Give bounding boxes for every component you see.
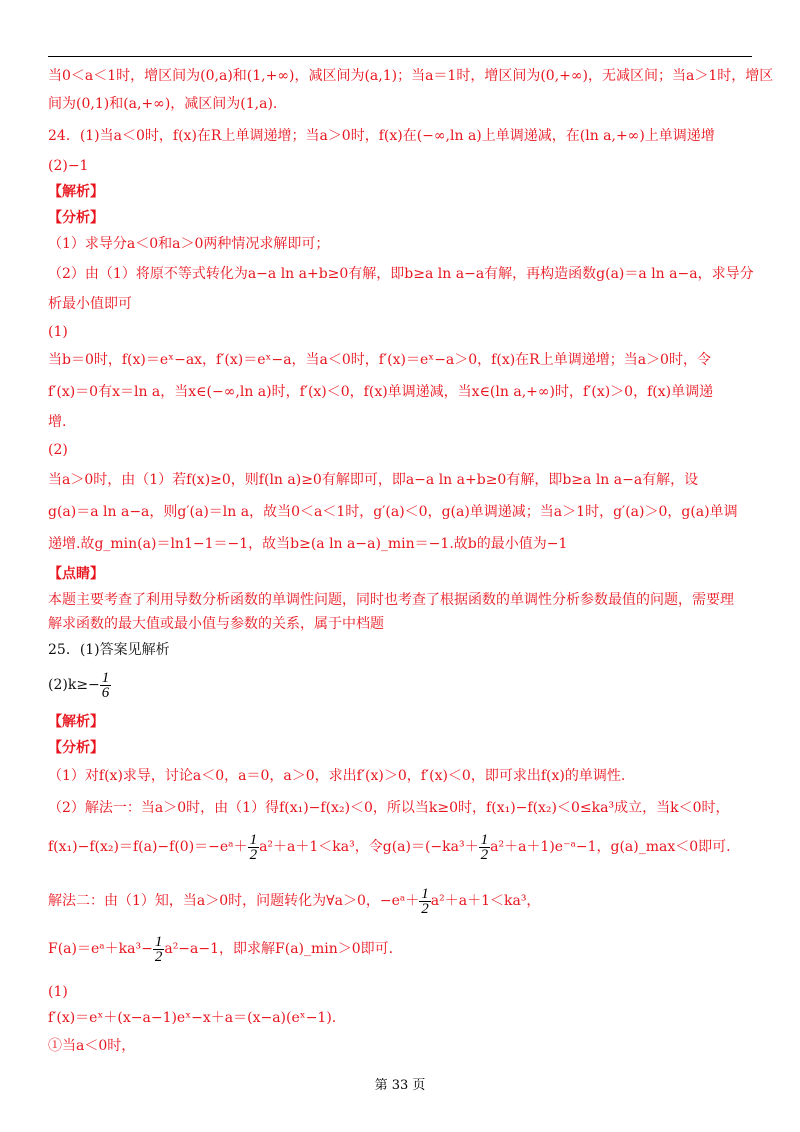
fraction: $\frac{1}{2}$ (154, 933, 163, 965)
text-line: （2）解法一：当a＞0时，由（1）得f(x₁)−f(x₂)＜0，所以当k≥0时，f(x₁)−f(x₂)＜0≤ka³成立，当k＜0时， (48, 800, 730, 816)
text-line: (1) (48, 984, 68, 1000)
text-line: f′(x)＝0有x＝ln a，当x∈(−∞,ln a)时，f′(x)＜0，f(x)单调递减，当x∈(ln a,+∞)时，f′(x)＞0，f(x)单调递 (48, 384, 714, 400)
text-line: 析最小值即可 (48, 296, 132, 312)
text-line: 当0＜a＜1时，增区间为(0,a)和(1,+∞)，减区间为(a,1)；当a＝1时，增区间为(0,+∞)，无减区间；当a＞1时，增区 (48, 68, 774, 84)
text-line: 本题主要考查了利用导数分析函数的单调性问题，同时也考查了根据函数的单调性分析参数最值的问题，需要理 (48, 592, 734, 608)
fraction: $\frac{1}{2}$ (421, 885, 429, 917)
text-line: （1）求导分a＜0和a＞0两种情况求解即可； (48, 236, 330, 252)
text-line: （1）对f(x)求导，讨论a＜0，a＝0，a＞0，求出f′(x)＞0，f′(x)＜0，即可求出f(x)的单调性. (48, 768, 626, 784)
text-line: 增. (48, 414, 67, 430)
text-line: ①当a＜0时， (48, 1038, 136, 1054)
section-heading: 【点睛】 (48, 566, 104, 582)
section-heading: 【分析】 (48, 210, 104, 226)
formula-line: f(x₁)−f(x₂)＝f(a)−f(0)＝−eᵃ＋ $\frac{1}{2}$ a²＋a＋1＜ka³，令g(a)＝(−ka³＋ $\frac{1}{2}$ a²＋a＋1)e⁻ᵃ−1，g(a)_max＜0即可. (48, 831, 731, 863)
formula-line: f′(x)＝eˣ＋(x−a−1)eˣ−x＋a＝(x−a)(eˣ−1). (48, 1010, 337, 1026)
text-line: g(a)＝a ln a−a，则g′(a)＝ln a，故当0＜a＜1时，g′(a)＜0，g(a)单调递减；当a＞1时，g′(a)＞0，g(a)单调 (48, 504, 738, 520)
formula-line: F(a)＝eᵃ＋ka³− $\frac{1}{2}$ a²−a−1，即求解F(a)_min＞0即可. (48, 933, 394, 965)
answer-24-1: 24．(1)当a＜0时，f(x)在R上单调递增；当a＞0时，f(x)在(−∞,ln a)上单调递减，在(ln a,+∞)上单调递增 (48, 128, 715, 144)
text-line: （2）由（1）将原不等式转化为a−a ln a+b≥0有解，即b≥a ln a−a有解，再构造函数g(a)＝a ln a−a，求导分 (48, 266, 754, 282)
section-heading: 【分析】 (48, 740, 104, 756)
text-line: (1) (48, 324, 68, 340)
fraction: $\frac{1}{2}$ (480, 831, 489, 863)
page-number: 第 33 页 (374, 1078, 426, 1093)
answer-24-2: (2)−1 (48, 158, 89, 174)
fraction: $\frac{1}{2}$ (249, 831, 258, 863)
formula-line: 解法二：由（1）知，当a＞0时，问题转化为∀a＞0，−eᵃ＋ $\frac{1}{2}$ a²＋a＋1＜ka³， (48, 885, 541, 917)
text-line: 间为(0,1)和(a,+∞)，减区间为(1,a). (48, 96, 278, 112)
text-line: 当a＞0时，由（1）若f(x)≥0，则f(ln a)≥0有解即可，即a−a ln a+b≥0有解，即b≥a ln a−a有解，设 (48, 472, 699, 488)
top-rule (48, 56, 752, 57)
section-heading: 【解析】 (48, 714, 104, 730)
text-line: 递增.故g_min(a)＝ln1−1＝−1，故当b≥(a ln a−a)_min＝−1.故b的最小值为−1 (48, 536, 568, 552)
section-heading: 【解析】 (48, 184, 104, 200)
text-line: 当b＝0时，f(x)＝eˣ−ax，f′(x)＝eˣ−a，当a＜0时，f′(x)＝eˣ−a＞0，f(x)在R上单调递增；当a＞0时，令 (48, 352, 711, 368)
text-line: (2) (48, 442, 68, 458)
text-line: 解求函数的最大值或最小值与参数的关系，属于中档题 (48, 616, 384, 632)
answer-25-2: (2)k≥− $\frac{1}{6}$ (48, 669, 110, 701)
answer-25-1: 25．(1)答案见解析 (48, 642, 170, 658)
fraction: $\frac{1}{6}$ (101, 669, 110, 701)
